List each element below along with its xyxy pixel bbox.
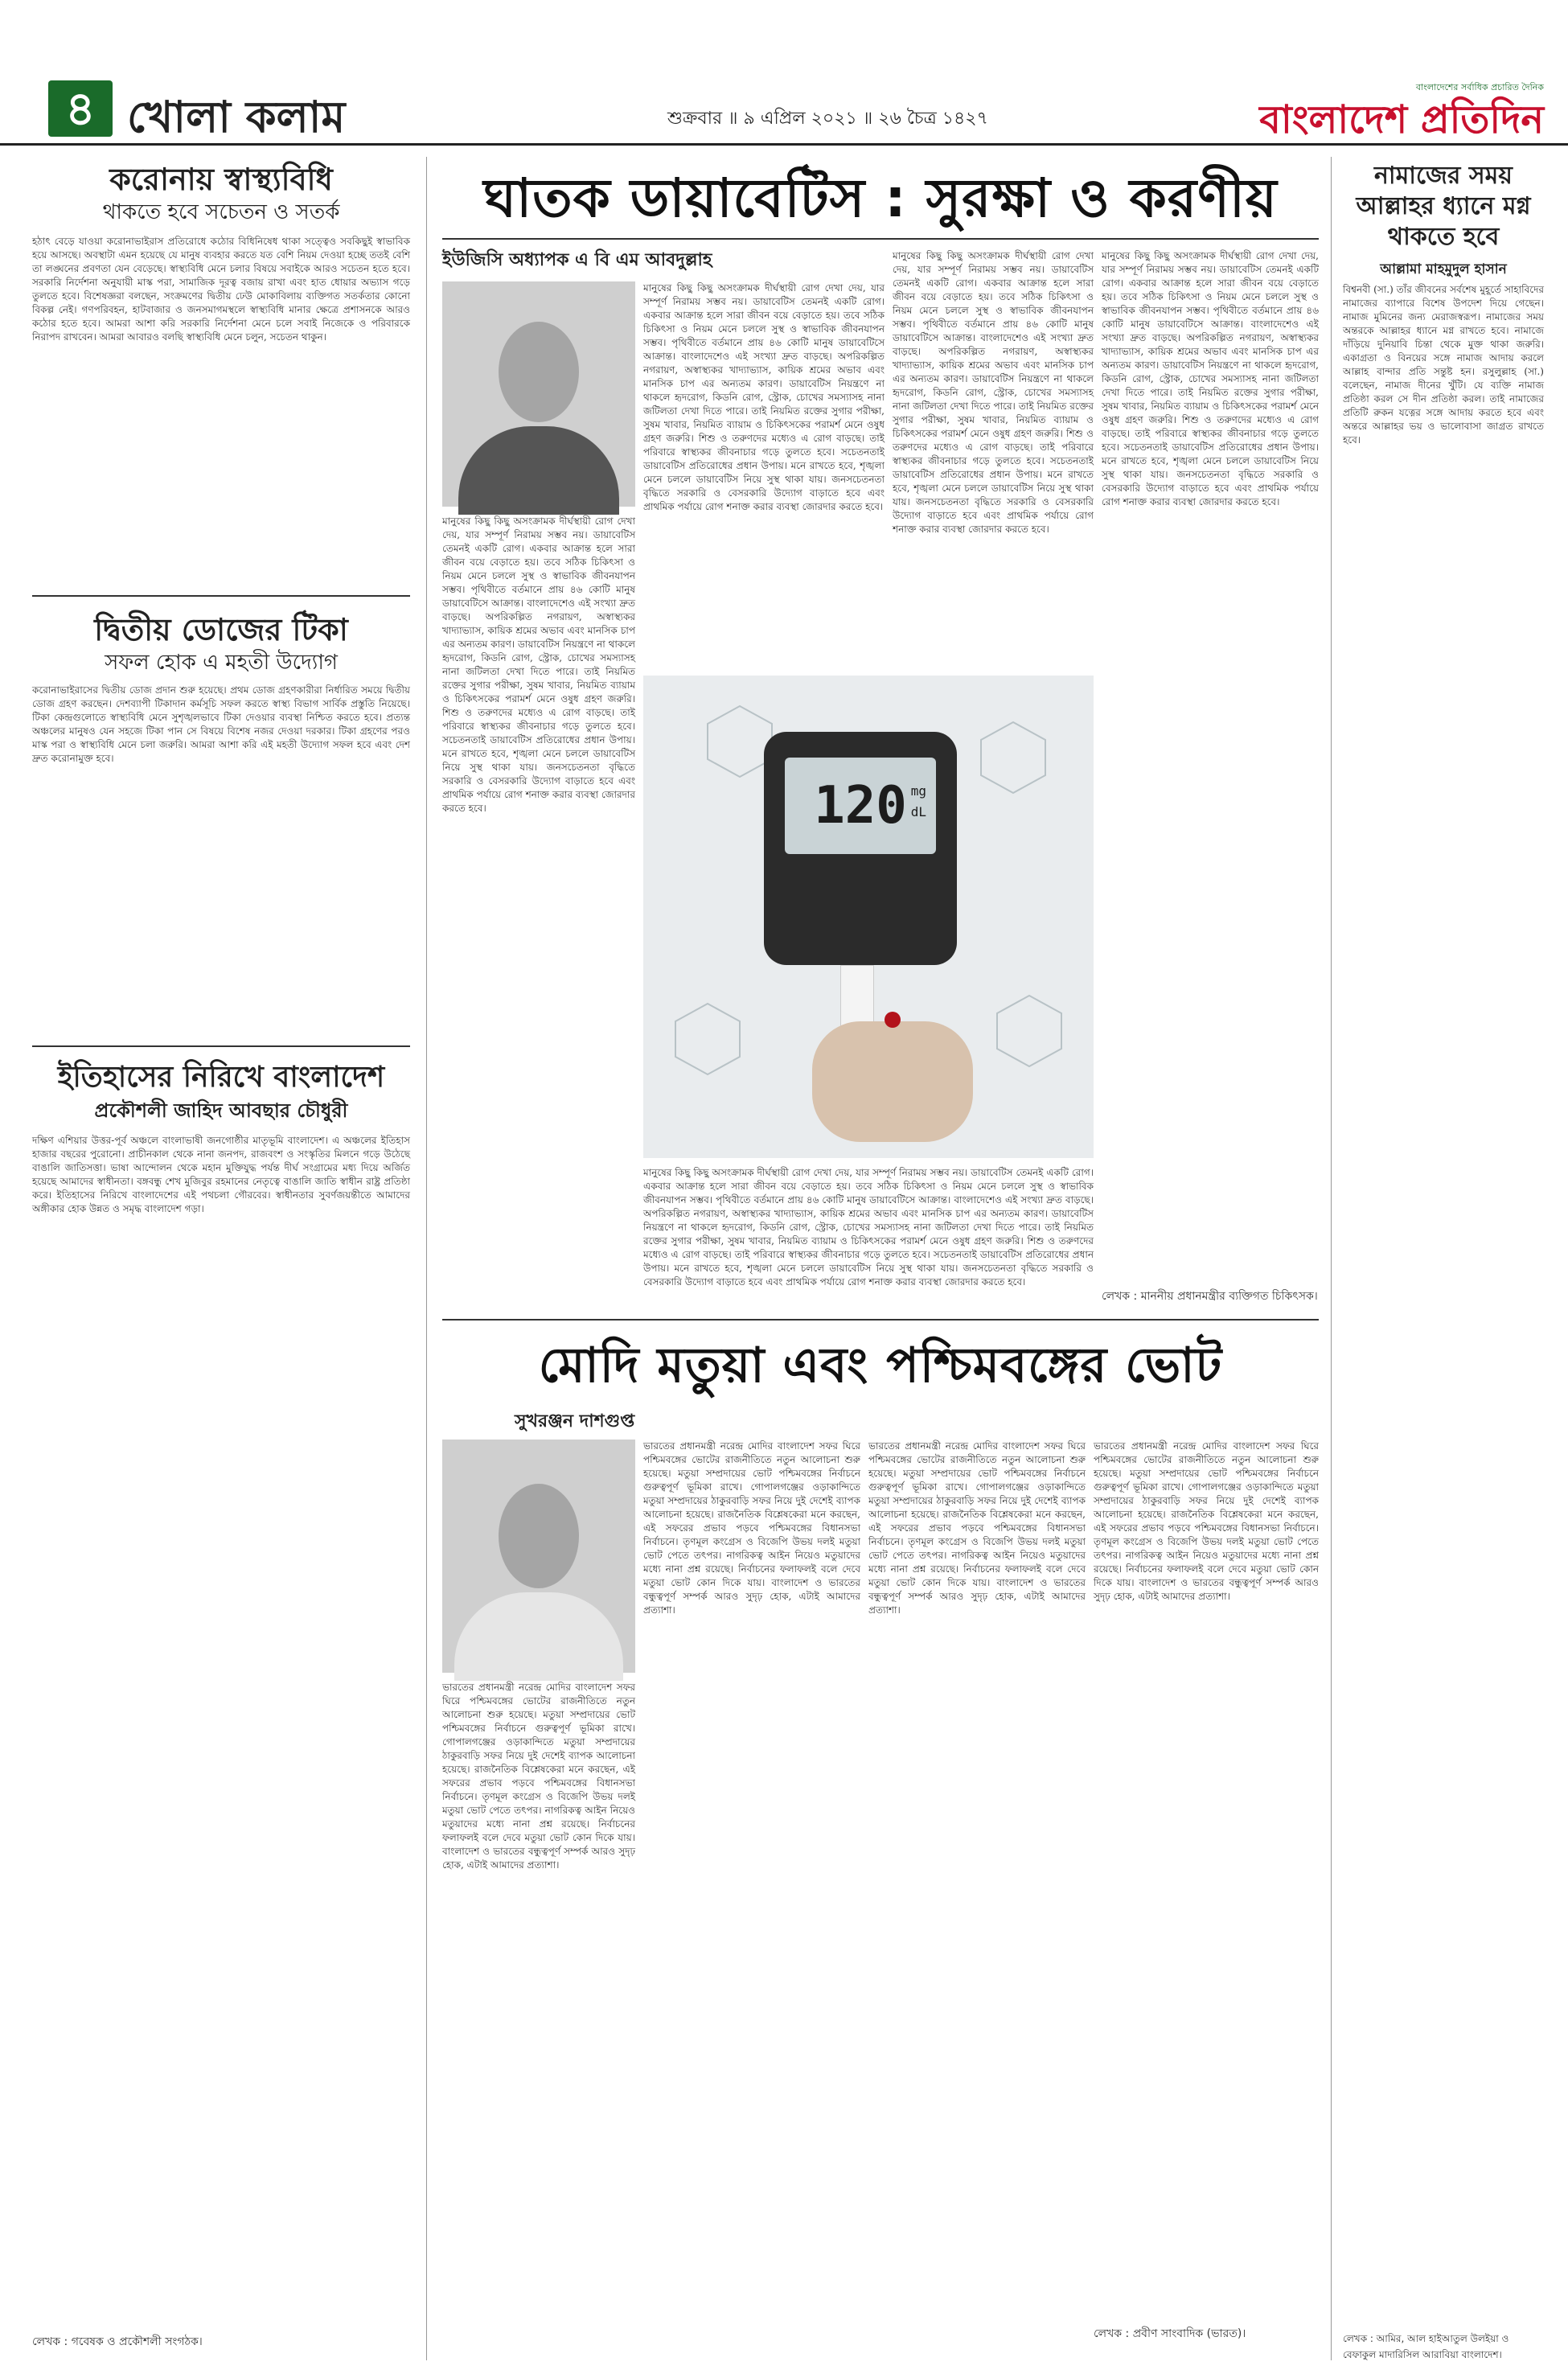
meter-reading: 120 bbox=[814, 776, 907, 836]
modi-title: মোদি মতুয়া এবং পশ্চিমবঙ্গের ভোট bbox=[538, 1337, 1223, 1394]
modi-body-col1: ভারতের প্রধানমন্ত্রী নরেন্দ্র মোদির বাংলাদেশ সফর ঘিরে পশ্চিমবঙ্গের ভোটের রাজনীতিতে নতুন আলোচনা শুরু হয়েছে। মতুয়া সম্প্রদায়ের ভোট পশ্চিমবঙ্গের নির্বাচনে গুরুত্বপূর্ণ ভূমিকা রাখে। গোপালগঞ্জের ওড়াকান্দিতে মতুয়া সম্প্রদায়ের ঠাকুরবাড়ি সফর নিয়ে দুই দেশেই ব্যাপক আলোচনা হয়েছে। রাজনৈতিক বিশ্লেষকেরা মনে করছেন, এই সফরের প্রভাব পড়বে পশ্চিমবঙ্গের বিধানসভা নির্বাচনে। তৃণমূল কংগ্রেস ও বিজেপি উভয় দলই মতুয়া ভোট পেতে তৎপর। নাগরিকত্ব আইন নিয়েও মতুয়াদের মধ্যে নানা প্রশ্ন রয়েছে। নির্বাচনের ফলাফলই বলে দেবে মতুয়া ভোট কোন দিকে যায়। বাংলাদেশ ও ভারতের বন্ধুত্বপূর্ণ সম্পর্ক আরও সুদৃঢ় হোক, এটাই আমাদের প্রত্যাশা। bbox=[643, 1440, 860, 1616]
corona-subtitle: থাকতে হবে সচেতন ও সতর্ক bbox=[102, 200, 340, 224]
section-divider bbox=[32, 1045, 410, 1047]
column-rule bbox=[426, 157, 427, 2360]
history-title: ইতিহাসের নিরিখে বাংলাদেশ bbox=[57, 1061, 385, 1094]
author-photo bbox=[442, 1440, 635, 1673]
photo-face bbox=[499, 322, 579, 422]
diabetes-body-under-image: মানুষের কিছু কিছু অসংক্রামক দীর্ঘস্থায়ী রোগ দেখা দেয়, যার সম্পূর্ণ নিরাময় সম্ভব নয়। ডায়াবেটিস তেমনই একটি রোগ। একবার আক্রান্ত হলে সারা জীবন বয়ে বেড়াতে হয়। তবে সঠিক চিকিৎসা ও নিয়ম মেনে চললে সুস্থ ও স্বাভাবিক জীবনযাপন সম্ভব। পৃথিবীতে বর্তমানে প্রায় ৪৬ কোটি মানুষ ডায়াবেটিসে আক্রান্ত। বাংলাদেশেও এই সংখ্যা দ্রুত বাড়ছে। অপরিকল্পিত নগরায়ণ, অস্বাস্থ্যকর খাদ্যাভ্যাস, কায়িক শ্রমের অভাব এবং মানসিক চাপ এর অন্যতম কারণ। ডায়াবেটিস নিয়ন্ত্রণে না থাকলে হৃদরোগ, কিডনি রোগ, স্ট্রোক, চোখের সমস্যাসহ নানা জটিলতা দেখা দিতে পারে। তাই নিয়মিত রক্তের সুগার পরীক্ষা, সুষম খাবার, নিয়মিত ব্যায়াম ও চিকিৎসকের পরামর্শ মেনে ওষুধ গ্রহণ জরুরি। শিশু ও তরুণদের মধ্যেও এ রোগ বাড়ছে। তাই পরিবারে স্বাস্থ্যকর জীবনাচার গড়ে তুলতে হবে। সচেতনতাই ডায়াবেটিস প্রতিরোধের প্রধান উপায়। মনে রাখতে হবে, শৃঙ্খলা মেনে চললে ডায়াবেটিস নিয়ে সুস্থ থাকা যায়। জনসচেতনতা বৃদ্ধিতে সরকারি ও বেসরকারি উদ্যোগ বাড়াতে হবে এবং প্রাথমিক পর্যায়ে রোগ শনাক্ত করার ব্যবস্থা জোরদার করতে হবে। bbox=[643, 1167, 1094, 1288]
meter-unit-top: mg bbox=[910, 783, 926, 799]
history-body: দক্ষিণ এশিয়ার উত্তর-পূর্ব অঞ্চলে বাংলাভাষী জনগোষ্ঠীর মাতৃভূমি বাংলাদেশ। এ অঞ্চলের ইতিহাস হাজার বছরের পুরোনো। প্রাচীনকাল থেকে নানা জনপদ, রাজবংশ ও সংস্কৃতির মিলনে গড়ে উঠেছে বাঙালি জাতিসত্তা। ভাষা আন্দোলন থেকে মহান মুক্তিযুদ্ধ পর্যন্ত দীর্ঘ সংগ্রামের মধ্য দিয়ে অর্জিত হয়েছে আমাদের স্বাধীনতা। বঙ্গবন্ধু শেখ মুজিবুর রহমানের নেতৃত্বে বাঙালি জাতি স্বাধীন রাষ্ট্র প্রতিষ্ঠা করে। ইতিহাসের নিরিখে বাংলাদেশের এই পথচলা গৌরবের। স্বাধীনতার সুবর্ণজয়ন্তীতে আমাদের অঙ্গীকার হোক উন্নত ও সমৃদ্ধ বাংলাদেশ গড়া। bbox=[32, 1135, 410, 1214]
diabetes-body-col3: মানুষের কিছু কিছু অসংক্রামক দীর্ঘস্থায়ী রোগ দেখা দেয়, যার সম্পূর্ণ নিরাময় সম্ভব নয়। ডায়াবেটিস তেমনই একটি রোগ। একবার আক্রান্ত হলে সারা জীবন বয়ে বেড়াতে হয়। তবে সঠিক চিকিৎসা ও নিয়ম মেনে চললে সুস্থ ও স্বাভাবিক জীবনযাপন সম্ভব। পৃথিবীতে বর্তমানে প্রায় ৪৬ কোটি মানুষ ডায়াবেটিসে আক্রান্ত। বাংলাদেশেও এই সংখ্যা দ্রুত বাড়ছে। অপরিকল্পিত নগরায়ণ, অস্বাস্থ্যকর খাদ্যাভ্যাস, কায়িক শ্রমের অভাব এবং মানসিক চাপ এর অন্যতম কারণ। ডায়াবেটিস নিয়ন্ত্রণে না থাকলে হৃদরোগ, কিডনি রোগ, স্ট্রোক, চোখের সমস্যাসহ নানা জটিলতা দেখা দিতে পারে। তাই নিয়মিত রক্তের সুগার পরীক্ষা, সুষম খাবার, নিয়মিত ব্যায়াম ও চিকিৎসকের পরামর্শ মেনে ওষুধ গ্রহণ জরুরি। শিশু ও তরুণদের মধ্যেও এ রোগ বাড়ছে। তাই পরিবারে স্বাস্থ্যকর জীবনাচার গড়ে তুলতে হবে। সচেতনতাই ডায়াবেটিস প্রতিরোধের প্রধান উপায়। মনে রাখতে হবে, শৃঙ্খলা মেনে চললে ডায়াবেটিস নিয়ে সুস্থ থাকা যায়। জনসচেতনতা বৃদ্ধিতে সরকারি ও বেসরকারি উদ্যোগ বাড়াতে হবে এবং প্রাথমিক পর্যায়ে রোগ শনাক্ত করার ব্যবস্থা জোরদার করতে হবে। bbox=[1102, 250, 1319, 507]
meter-screen bbox=[785, 758, 936, 854]
masthead-rule bbox=[0, 143, 1568, 146]
section-divider bbox=[32, 595, 410, 597]
modi-body-col3: ভারতের প্রধানমন্ত্রী নরেন্দ্র মোদির বাংলাদেশ সফর ঘিরে পশ্চিমবঙ্গের ভোটের রাজনীতিতে নতুন আলোচনা শুরু হয়েছে। মতুয়া সম্প্রদায়ের ভোট পশ্চিমবঙ্গের নির্বাচনে গুরুত্বপূর্ণ ভূমিকা রাখে। গোপালগঞ্জের ওড়াকান্দিতে মতুয়া সম্প্রদায়ের ঠাকুরবাড়ি সফর নিয়ে দুই দেশেই ব্যাপক আলোচনা হয়েছে। রাজনৈতিক বিশ্লেষকেরা মনে করছেন, এই সফরের প্রভাব পড়বে পশ্চিমবঙ্গের বিধানসভা নির্বাচনে। তৃণমূল কংগ্রেস ও বিজেপি উভয় দলই মতুয়া ভোট পেতে তৎপর। নাগরিকত্ব আইন নিয়েও মতুয়াদের মধ্যে নানা প্রশ্ন রয়েছে। নির্বাচনের ফলাফলই বলে দেবে মতুয়া ভোট কোন দিকে যায়। বাংলাদেশ ও ভারতের বন্ধুত্বপূর্ণ সম্পর্ক আরও সুদৃঢ় হোক, এটাই আমাদের প্রত্যাশা। bbox=[1094, 1440, 1319, 1602]
history-footer: লেখক : গবেষক ও প্রকৌশলী সংগঠক। bbox=[32, 2335, 203, 2348]
diabetes-author: ইউজিসি অধ্যাপক এ বি এম আবদুল্লাহ bbox=[442, 250, 712, 270]
glucose-meter bbox=[764, 732, 957, 965]
glucose-meter-illustration bbox=[643, 676, 1094, 1158]
vaccine-subtitle: সফল হোক এ মহতী উদ্যোগ bbox=[105, 651, 338, 675]
photo-shoulders bbox=[458, 426, 619, 515]
finger bbox=[812, 1021, 973, 1142]
blood-drop bbox=[885, 1012, 901, 1028]
namaz-footer: লেখক : আমির, আল হাইআতুল উলইয়া ও বেফাকুল মাদারিসিল আরাবিয়া বাংলাদেশ। bbox=[1343, 2333, 1509, 2360]
photo-face bbox=[499, 1484, 579, 1588]
masthead bbox=[0, 0, 1568, 142]
diabetes-body-col1: মানুষের কিছু কিছু অসংক্রামক দীর্ঘস্থায়ী রোগ দেখা দেয়, যার সম্পূর্ণ নিরাময় সম্ভব নয়। ডায়াবেটিস তেমনই একটি রোগ। একবার আক্রান্ত হলে সারা জীবন বয়ে বেড়াতে হয়। তবে সঠিক চিকিৎসা ও নিয়ম মেনে চললে সুস্থ ও স্বাভাবিক জীবনযাপন সম্ভব। পৃথিবীতে বর্তমানে প্রায় ৪৬ কোটি মানুষ ডায়াবেটিসে আক্রান্ত। বাংলাদেশেও এই সংখ্যা দ্রুত বাড়ছে। অপরিকল্পিত নগরায়ণ, অস্বাস্থ্যকর খাদ্যাভ্যাস, কায়িক শ্রমের অভাব এবং মানসিক চাপ এর অন্যতম কারণ। ডায়াবেটিস নিয়ন্ত্রণে না থাকলে হৃদরোগ, কিডনি রোগ, স্ট্রোক, চোখের সমস্যাসহ নানা জটিলতা দেখা দিতে পারে। তাই নিয়মিত রক্তের সুগার পরীক্ষা, সুষম খাবার, নিয়মিত ব্যায়াম ও চিকিৎসকের পরামর্শ মেনে ওষুধ গ্রহণ জরুরি। শিশু ও তরুণদের মধ্যেও এ রোগ বাড়ছে। তাই পরিবারে স্বাস্থ্যকর জীবনাচার গড়ে তুলতে হবে। সচেতনতাই ডায়াবেটিস প্রতিরোধের প্রধান উপায়। মনে রাখতে হবে, শৃঙ্খলা মেনে চললে ডায়াবেটিস নিয়ে সুস্থ থাকা যায়। জনসচেতনতা বৃদ্ধিতে সরকারি ও বেসরকারি উদ্যোগ বাড়াতে হবে এবং প্রাথমিক পর্যায়ে রোগ শনাক্ত করার ব্যবস্থা জোরদার করতে হবে। bbox=[442, 515, 635, 814]
namaz-author: আল্লামা মাহমুদুল হাসান bbox=[1380, 261, 1507, 277]
modi-footer: লেখক : প্রবীণ সাংবাদিক (ভারত)। bbox=[1094, 2327, 1246, 2340]
section-name: খোলা কলাম bbox=[127, 92, 346, 142]
vaccine-title: দ্বিতীয় ডোজের টিকা bbox=[94, 612, 348, 647]
photo-shoulders bbox=[454, 1592, 623, 1681]
headline-rule bbox=[442, 238, 1319, 240]
namaz-body: বিশ্বনবী (সা.) তাঁর জীবনের সর্বশেষ মুহূর্তে সাহাবিদের নামাজের ব্যাপারে বিশেষ উপদেশ দিয়ে গেছেন। নামাজ মুমিনের জন্য মেরাজস্বরূপ। নামাজের সময় অন্তরকে আল্লাহর ধ্যানে মগ্ন রাখতে হবে। নামাজে দাঁড়িয়ে দুনিয়াবি চিন্তা থেকে মুক্ত থাকা জরুরি। একাগ্রতা ও বিনয়ের সঙ্গে নামাজ আদায় করলে আল্লাহ বান্দার প্রতি সন্তুষ্ট হন। রসুলুল্লাহ (সা.) বলেছেন, নামাজ দীনের খুঁটি। যে ব্যক্তি নামাজ প্রতিষ্ঠা করল সে দীন প্রতিষ্ঠা করল। তাই নামাজের প্রতিটি রুকন যত্নের সঙ্গে আদায় করতে হবে এবং অন্তরে আল্লাহর ভয় ও ভালোবাসা জাগ্রত রাখতে হবে। bbox=[1343, 284, 1544, 446]
meter-unit-bottom: dL bbox=[910, 804, 926, 819]
namaz-title: নামাজের সময় আল্লাহর ধ্যানে মগ্ন থাকতে হবে bbox=[1356, 162, 1531, 251]
diabetes-title: ঘাতক ডায়াবেটিস : সুরক্ষা ও করণীয় bbox=[483, 167, 1278, 229]
diabetes-footer: লেখক : মাননীয় প্রধানমন্ত্রীর ব্যক্তিগত চিকিৎসক। bbox=[1102, 1290, 1318, 1303]
modi-body-under-photo: ভারতের প্রধানমন্ত্রী নরেন্দ্র মোদির বাংলাদেশ সফর ঘিরে পশ্চিমবঙ্গের ভোটের রাজনীতিতে নতুন আলোচনা শুরু হয়েছে। মতুয়া সম্প্রদায়ের ভোট পশ্চিমবঙ্গের নির্বাচনে গুরুত্বপূর্ণ ভূমিকা রাখে। গোপালগঞ্জের ওড়াকান্দিতে মতুয়া সম্প্রদায়ের ঠাকুরবাড়ি সফর নিয়ে দুই দেশেই ব্যাপক আলোচনা হয়েছে। রাজনৈতিক বিশ্লেষকেরা মনে করছেন, এই সফরের প্রভাব পড়বে পশ্চিমবঙ্গের বিধানসভা নির্বাচনে। তৃণমূল কংগ্রেস ও বিজেপি উভয় দলই মতুয়া ভোট পেতে তৎপর। নাগরিকত্ব আইন নিয়েও মতুয়াদের মধ্যে নানা প্রশ্ন রয়েছে। নির্বাচনের ফলাফলই বলে দেবে মতুয়া ভোট কোন দিকে যায়। বাংলাদেশ ও ভারতের বন্ধুত্বপূর্ণ সম্পর্ক আরও সুদৃঢ় হোক, এটাই আমাদের প্রত্যাশা। bbox=[442, 1682, 635, 1871]
dateline: শুক্রবার ॥ ৯ এপ্রিল ২০২১ ॥ ২৬ চৈত্র ১৪২৭ bbox=[667, 109, 988, 129]
modi-body-col2: ভারতের প্রধানমন্ত্রী নরেন্দ্র মোদির বাংলাদেশ সফর ঘিরে পশ্চিমবঙ্গের ভোটের রাজনীতিতে নতুন আলোচনা শুরু হয়েছে। মতুয়া সম্প্রদায়ের ভোট পশ্চিমবঙ্গের নির্বাচনে গুরুত্বপূর্ণ ভূমিকা রাখে। গোপালগঞ্জের ওড়াকান্দিতে মতুয়া সম্প্রদায়ের ঠাকুরবাড়ি সফর নিয়ে দুই দেশেই ব্যাপক আলোচনা হয়েছে। রাজনৈতিক বিশ্লেষকেরা মনে করছেন, এই সফরের প্রভাব পড়বে পশ্চিমবঙ্গের বিধানসভা নির্বাচনে। তৃণমূল কংগ্রেস ও বিজেপি উভয় দলই মতুয়া ভোট পেতে তৎপর। নাগরিকত্ব আইন নিয়েও মতুয়াদের মধ্যে নানা প্রশ্ন রয়েছে। নির্বাচনের ফলাফলই বলে দেবে মতুয়া ভোট কোন দিকে যায়। বাংলাদেশ ও ভারতের বন্ধুত্বপূর্ণ সম্পর্ক আরও সুদৃঢ় হোক, এটাই আমাদের প্রত্যাশা। bbox=[868, 1440, 1086, 1616]
author-photo bbox=[442, 281, 635, 507]
corona-title: করোনায় স্বাস্থ্যবিধি bbox=[109, 162, 333, 197]
section-divider bbox=[442, 1319, 1319, 1320]
corona-body: হঠাৎ বেড়ে যাওয়া করোনাভাইরাস প্রতিরোধে কঠোর বিধিনিষেধ থাকা সত্ত্বেও সবকিছুই স্বাভাবিক হয়ে আসছে। অবস্থাটা এমন হয়েছে যে মানুষ ব্যবহার করতে যত বেশি নিয়ম দেওয়া হচ্ছে ততই বেশি তা লঙ্ঘনের প্রবণতা যেন বেড়েছে। স্বাস্থ্যবিধি মেনে চলার বিষয়ে সবাইকে আরও সচেতন হতে হবে। সরকারি নির্দেশনা অনুযায়ী মাস্ক পরা, সামাজিক দূরত্ব বজায় রাখা এবং হাত ধোয়ার অভ্যাস গড়ে তুলতে হবে। বিশেষজ্ঞরা বলছেন, সংক্রমণের দ্বিতীয় ঢেউ মোকাবিলায় ব্যক্তিগত সতর্কতার কোনো বিকল্প নেই। গণপরিবহন, হাটবাজার ও জনসমাগমস্থলে স্বাস্থ্যবিধি মানার ক্ষেত্রে প্রশাসনকে আরও কঠোর হতে হবে। আমরা আশা করি সরকারি নির্দেশনা মেনে চলে সবাই নিজেকে ও পরিবারকে নিরাপদ রাখবেন। আমরা আবারও বলছি স্বাস্থ্যবিধি মেনে চলুন, সচেতন থাকুন। bbox=[32, 236, 410, 343]
history-author: প্রকৌশলী জাহিদ আবছার চৌধুরী bbox=[94, 1099, 348, 1122]
logo-tagline: বাংলাদেশের সর্বাধিক প্রচারিত দৈনিক bbox=[1415, 82, 1544, 92]
page-number: ৪ bbox=[48, 80, 113, 137]
modi-author: সুখরঞ্জন দাশগুপ্ত bbox=[515, 1411, 635, 1431]
column-rule bbox=[1331, 157, 1332, 2360]
vaccine-body: করোনাভাইরাসের দ্বিতীয় ডোজ প্রদান শুরু হয়েছে। প্রথম ডোজ গ্রহণকারীরা নির্ধারিত সময়ে দ্বিতীয় ডোজ গ্রহণ করছেন। দেশব্যাপী টিকাদান কর্মসূচি সফল করতে স্বাস্থ্য বিভাগ সার্বিক প্রস্তুতি নিয়েছে। টিকা কেন্দ্রগুলোতে স্বাস্থ্যবিধি মেনে সুশৃঙ্খলভাবে টিকা দেওয়ার ব্যবস্থা নিশ্চিত করতে হবে। প্রত্যন্ত অঞ্চলের মানুষও যেন সহজে টিকা পান সে বিষয়ে বিশেষ নজর দেওয়া দরকার। টিকা গ্রহণের পরও মাস্ক পরা ও স্বাস্থ্যবিধি মেনে চলা জরুরি। আমরা আশা করি এই মহতী উদ্যোগ সফল হবে এবং দেশ দ্রুত করোনামুক্ত হবে। bbox=[32, 684, 410, 764]
newspaper-logo bbox=[1238, 80, 1544, 141]
logo-text: বাংলাদেশ প্রতিদিন bbox=[1259, 97, 1544, 142]
diabetes-body-col2: মানুষের কিছু কিছু অসংক্রামক দীর্ঘস্থায়ী রোগ দেখা দেয়, যার সম্পূর্ণ নিরাময় সম্ভব নয়। ডায়াবেটিস তেমনই একটি রোগ। একবার আক্রান্ত হলে সারা জীবন বয়ে বেড়াতে হয়। তবে সঠিক চিকিৎসা ও নিয়ম মেনে চললে সুস্থ ও স্বাভাবিক জীবনযাপন সম্ভব। পৃথিবীতে বর্তমানে প্রায় ৪৬ কোটি মানুষ ডায়াবেটিসে আক্রান্ত। বাংলাদেশেও এই সংখ্যা দ্রুত বাড়ছে। অপরিকল্পিত নগরায়ণ, অস্বাস্থ্যকর খাদ্যাভ্যাস, কায়িক শ্রমের অভাব এবং মানসিক চাপ এর অন্যতম কারণ। ডায়াবেটিস নিয়ন্ত্রণে না থাকলে হৃদরোগ, কিডনি রোগ, স্ট্রোক, চোখের সমস্যাসহ নানা জটিলতা দেখা দিতে পারে। তাই নিয়মিত রক্তের সুগার পরীক্ষা, সুষম খাবার, নিয়মিত ব্যায়াম ও চিকিৎসকের পরামর্শ মেনে ওষুধ গ্রহণ জরুরি। শিশু ও তরুণদের মধ্যেও এ রোগ বাড়ছে। তাই পরিবারে স্বাস্থ্যকর জীবনাচার গড়ে তুলতে হবে। সচেতনতাই ডায়াবেটিস প্রতিরোধের প্রধান উপায়। মনে রাখতে হবে, শৃঙ্খলা মেনে চললে ডায়াবেটিস নিয়ে সুস্থ থাকা যায়। জনসচেতনতা বৃদ্ধিতে সরকারি ও বেসরকারি উদ্যোগ বাড়াতে হবে এবং প্রাথমিক পর্যায়ে রোগ শনাক্ত করার ব্যবস্থা জোরদার করতে হবে। bbox=[893, 250, 1094, 535]
diabetes-body-intro: মানুষের কিছু কিছু অসংক্রামক দীর্ঘস্থায়ী রোগ দেখা দেয়, যার সম্পূর্ণ নিরাময় সম্ভব নয়। ডায়াবেটিস তেমনই একটি রোগ। একবার আক্রান্ত হলে সারা জীবন বয়ে বেড়াতে হয়। তবে সঠিক চিকিৎসা ও নিয়ম মেনে চললে সুস্থ ও স্বাভাবিক জীবনযাপন সম্ভব। পৃথিবীতে বর্তমানে প্রায় ৪৬ কোটি মানুষ ডায়াবেটিসে আক্রান্ত। বাংলাদেশেও এই সংখ্যা দ্রুত বাড়ছে। অপরিকল্পিত নগরায়ণ, অস্বাস্থ্যকর খাদ্যাভ্যাস, কায়িক শ্রমের অভাব এবং মানসিক চাপ এর অন্যতম কারণ। ডায়াবেটিস নিয়ন্ত্রণে না থাকলে হৃদরোগ, কিডনি রোগ, স্ট্রোক, চোখের সমস্যাসহ নানা জটিলতা দেখা দিতে পারে। তাই নিয়মিত রক্তের সুগার পরীক্ষা, সুষম খাবার, নিয়মিত ব্যায়াম ও চিকিৎসকের পরামর্শ মেনে ওষুধ গ্রহণ জরুরি। শিশু ও তরুণদের মধ্যেও এ রোগ বাড়ছে। তাই পরিবারে স্বাস্থ্যকর জীবনাচার গড়ে তুলতে হবে। সচেতনতাই ডায়াবেটিস প্রতিরোধের প্রধান উপায়। মনে রাখতে হবে, শৃঙ্খলা মেনে চললে ডায়াবেটিস নিয়ে সুস্থ থাকা যায়। জনসচেতনতা বৃদ্ধিতে সরকারি ও বেসরকারি উদ্যোগ বাড়াতে হবে এবং প্রাথমিক পর্যায়ে রোগ শনাক্ত করার ব্যবস্থা জোরদার করতে হবে। bbox=[643, 282, 885, 512]
